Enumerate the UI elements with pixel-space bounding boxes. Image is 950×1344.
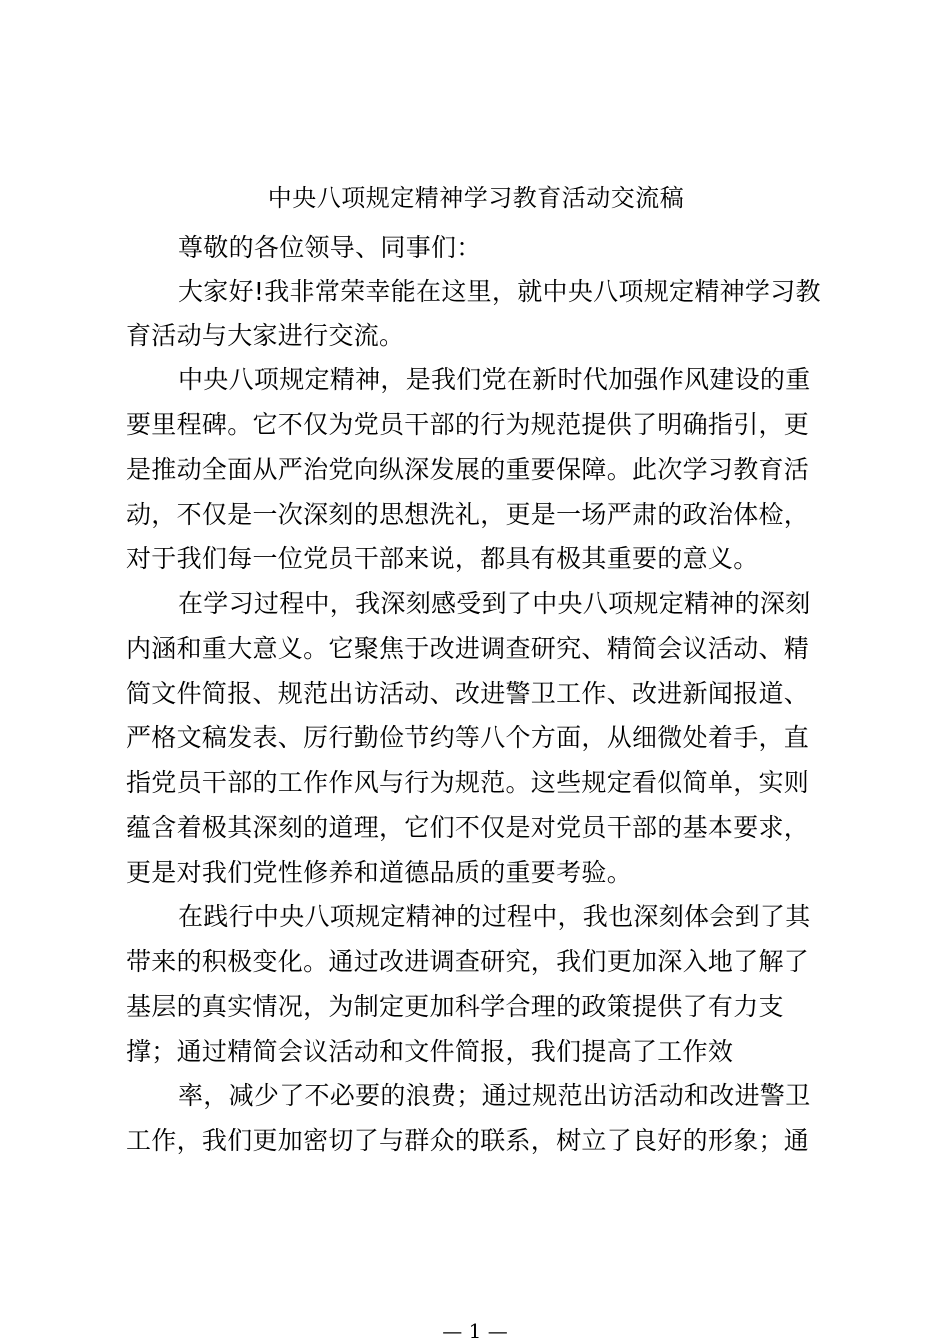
paragraph-line: 严格文稿发表、厉行勤俭节约等八个方面，从细微处着手，直 [126,723,810,752]
page-number: — 1 — [442,1319,508,1343]
paragraph-line: 大家好!我非常荣幸能在这里，就中央八项规定精神学习教 [178,277,821,306]
salutation-line: 尊敬的各位领导、同事们： [178,233,482,262]
paragraph-line: 率，减少了不必要的浪费；通过规范出访活动和改进警卫 [178,1081,811,1110]
paragraph-line: 要里程碑。它不仅为党员干部的行为规范提供了明确指引，更 [126,410,810,439]
paragraph-line: 对于我们每一位党员干部来说，都具有极其重要的意义。 [126,544,759,573]
paragraph-line: 是推动全面从严治党向纵深发展的重要保障。此次学习教育活 [126,455,810,484]
paragraph-line: 动，不仅是一次深刻的思想洗礼，更是一场严肃的政治体检， [126,500,810,529]
paragraph-line: 育活动与大家进行交流。 [126,321,405,350]
paragraph-line: 在践行中央八项规定精神的过程中，我也深刻体会到了其 [178,902,811,931]
paragraph-line: 蕴含着极其深刻的道理，它们不仅是对党员干部的基本要求， [126,813,810,842]
document-title: 中央八项规定精神学习教育活动交流稿 [267,184,685,212]
paragraph-line: 带来的积极变化。通过改进调查研究，我们更加深入地了解了 [126,947,810,976]
paragraph-line: 简文件简报、规范出访活动、改进警卫工作、改进新闻报道、 [126,679,810,708]
paragraph-line: 基层的真实情况，为制定更加科学合理的政策提供了有力支 [126,992,784,1021]
paragraph-line: 更是对我们党性修养和道德品质的重要考验。 [126,858,633,887]
paragraph-line: 中央八项规定精神，是我们党在新时代加强作风建设的重 [178,365,811,394]
paragraph-line: 内涵和重大意义。它聚焦于改进调查研究、精简会议活动、精 [126,634,810,663]
paragraph-line: 撑；通过精简会议活动和文件简报，我们提高了工作效 [126,1037,734,1066]
paragraph-line: 在学习过程中，我深刻感受到了中央八项规定精神的深刻 [178,589,811,618]
paragraph-line: 工作，我们更加密切了与群众的联系，树立了良好的形象；通 [126,1126,810,1155]
paragraph-line: 指党员干部的工作作风与行为规范。这些规定看似简单，实则 [126,768,810,797]
